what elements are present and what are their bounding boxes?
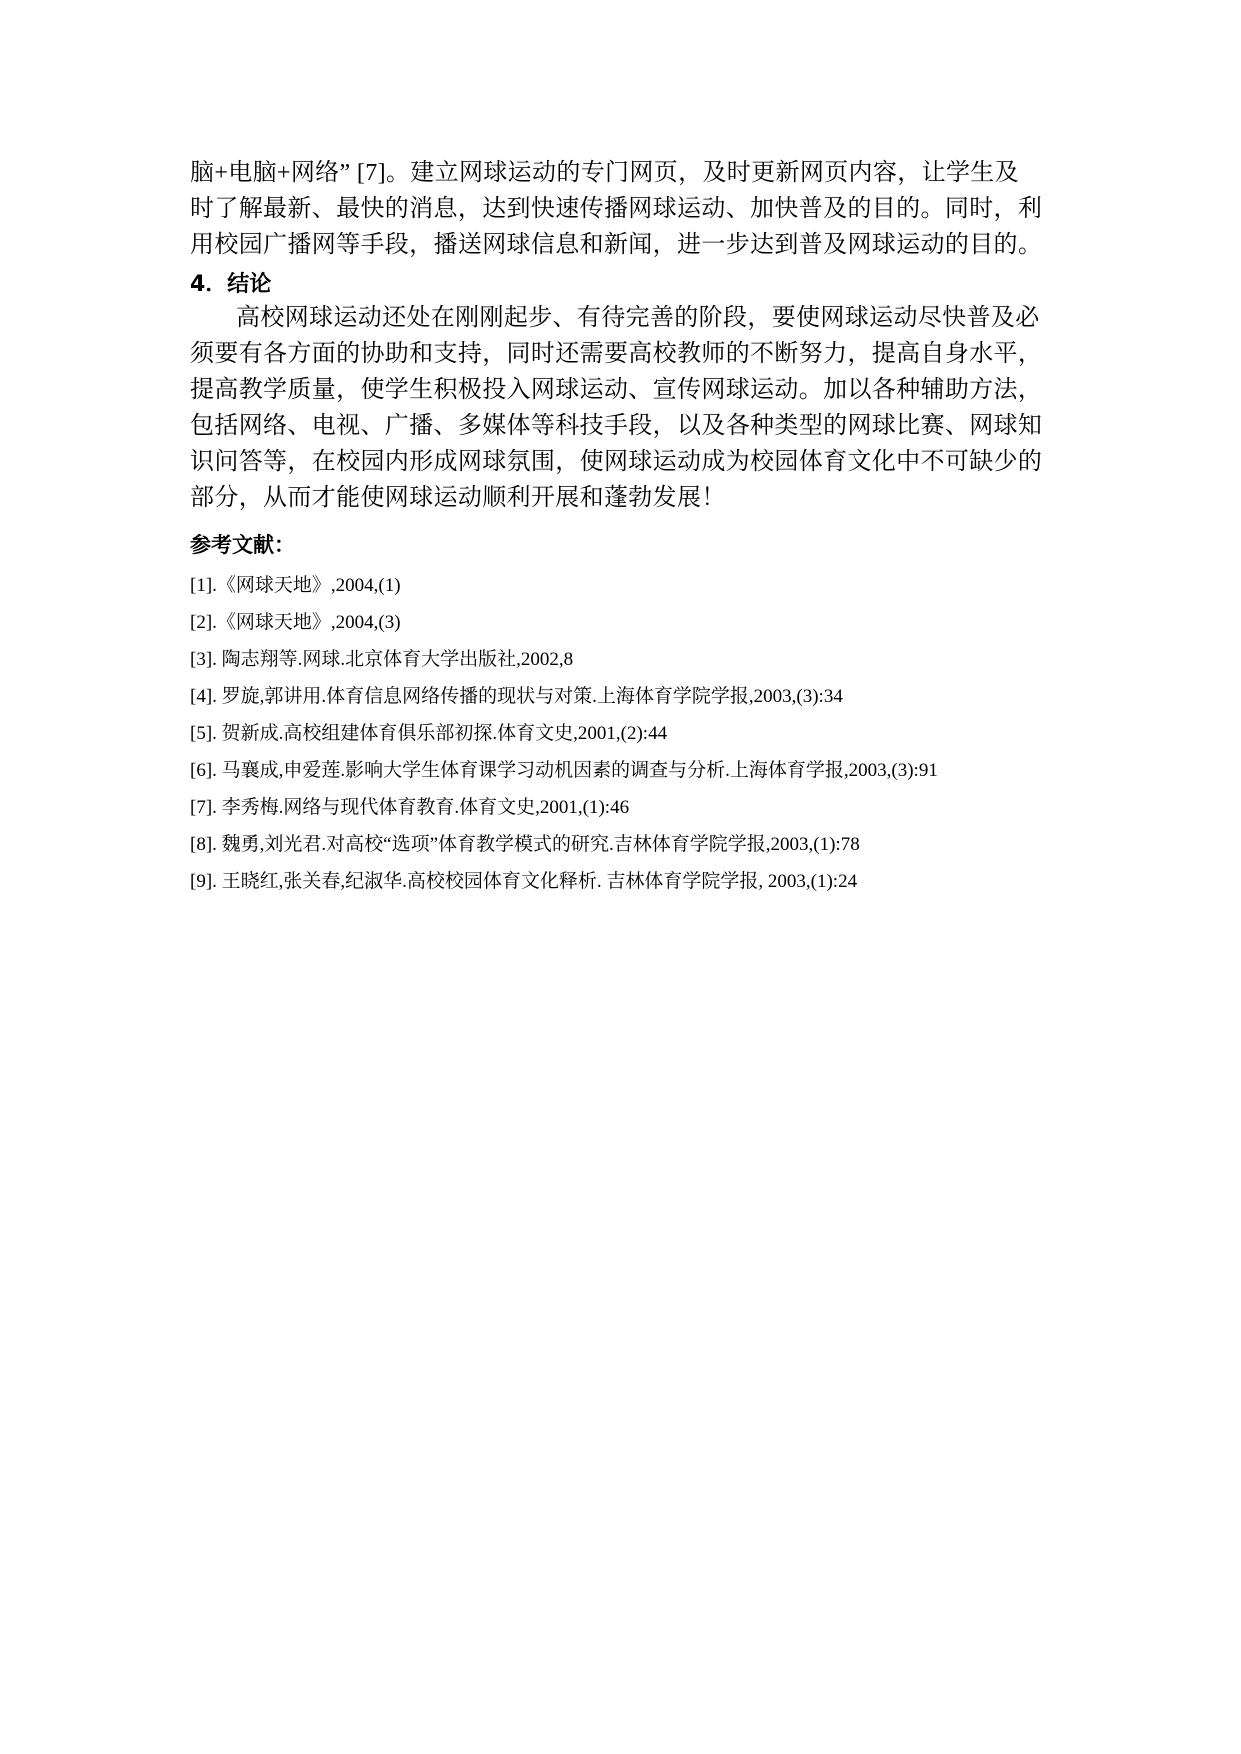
- paragraph-line: 时了解最新、最快的消息，达到快速传播网球运动、加快普及的目的。同时，利: [190, 196, 1043, 222]
- reference-item: [6]. 马襄成,申爱莲.影响大学生体育课学习动机因素的调查与分析.上海体育学报,2003,(3):91: [190, 760, 938, 781]
- reference-item: [1].《网球天地》,2004,(1): [190, 575, 401, 596]
- paragraph-line: 部分，从而才能使网球运动顺利开展和蓬勃发展！: [190, 485, 726, 511]
- reference-item: [4]. 罗旋,郭讲用.体育信息网络传播的现状与对策.上海体育学院学报,2003,(3):34: [190, 686, 843, 707]
- reference-item: [3]. 陶志翔等.网球.北京体育大学出版社,2002,8: [190, 649, 574, 670]
- continued-paragraph: [190, 155, 1054, 263]
- paragraph-line: 脑+电脑+网络” [7]。建立网球运动的专门网页，及时更新网页内容，让学生及: [190, 160, 1020, 186]
- section-heading-conclusion: 4．结论: [190, 272, 272, 297]
- reference-item: [7]. 李秀梅.网络与现代体育教育.体育文史,2001,(1):46: [190, 797, 630, 818]
- conclusion-paragraph: [190, 300, 1054, 516]
- reference-list: [190, 573, 1070, 906]
- paragraph-line: 须要有各方面的协助和支持，同时还需要高校教师的不断努力，提高自身水平，: [190, 341, 1043, 367]
- paragraph-line: 用校园广播网等手段，播送网球信息和新闻，进一步达到普及网球运动的目的。: [190, 232, 1043, 258]
- paragraph-line: 提高教学质量，使学生积极投入网球运动、宣传网球运动。加以各种辅助方法，: [190, 377, 1043, 403]
- paragraph-line: 高校网球运动还处在刚刚起步、有待完善的阶段，要使网球运动尽快普及必: [236, 305, 1040, 331]
- section-heading-references: 参考文献：: [190, 533, 295, 557]
- paragraph-line: 识问答等，在校园内形成网球氛围，使网球运动成为校园体育文化中不可缺少的: [190, 449, 1043, 475]
- reference-item: [2].《网球天地》,2004,(3): [190, 612, 401, 633]
- reference-item: [5]. 贺新成.高校组建体育俱乐部初探.体育文史,2001,(2):44: [190, 723, 668, 744]
- paragraph-line: 包括网络、电视、广播、多媒体等科技手段，以及各种类型的网球比赛、网球知: [190, 413, 1043, 439]
- reference-item: [8]. 魏勇,刘光君.对高校“选项”体育教学模式的研究.吉林体育学院学报,2003,(1):78: [190, 834, 860, 855]
- reference-item: [9]. 王晓红,张关春,纪淑华.高校校园体育文化释析. 吉林体育学院学报, 2003,(1):24: [190, 871, 858, 892]
